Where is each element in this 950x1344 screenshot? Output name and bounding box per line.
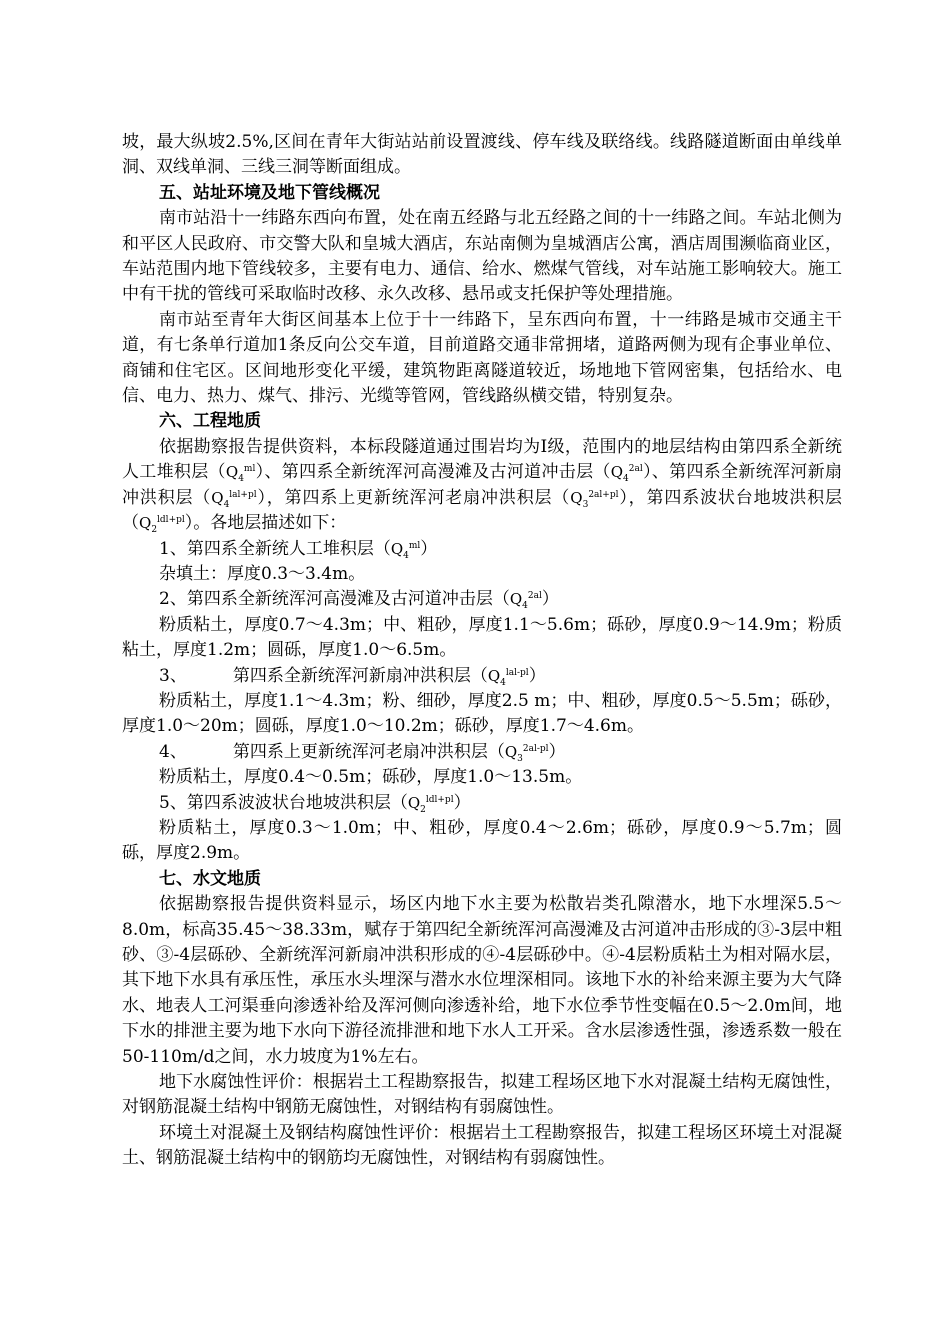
paragraph-soil-corrosion: 环境土对混凝土及钢结构腐蚀性评价：根据岩土工程勘察报告，拟建工程场区环境土对混凝土、钢筋混凝土结构中的钢筋均无腐蚀性，对钢结构有弱腐蚀性。 [122, 1122, 842, 1169]
stratum-symbol: $Q_4^{ml}$ [225, 463, 256, 485]
list-item-stratum-3: 3、 第四系全新统浑河新扇冲洪积层$(Q_4^{lal-pl})$ [159, 665, 546, 688]
paragraph-hydrogeology: 依据勘察报告提供资料显示，场区内地下水主要为松散岩类孔隙潜水，地下水埋深5.5～8.0m，标高35.45～38.33m，赋存于第四纪全新统浑河高漫滩及古河道冲击形成的③-3层中粗砂、③-4层砾砂、全新统浑河新扇冲洪积形成的④-4层砾砂中。④-4层粉质粘土为相对隔水层，其下地下水具有承压性，承压水头埋深与潜水水位埋深相同。该地下水的补给来源主要为大气降水、地表人工河渠垂向渗透补给及浑河侧向渗透补给，地下水位季节性变幅在0.5～2.0m间，地下水的排泄主要为地下水向下游径流排泄和地下水人工开采。含水层渗透性强，渗透系数一般在50-110m/d之间，水力坡度为1%左右。 [122, 894, 842, 1067]
list-item-stratum-5: 5、第四系波波状台地坡洪积层$(Q_2^{ldl+pl})$ [159, 792, 471, 815]
paragraph-line-design: 坡，最大纵坡2.5%,区间在青年大街站站前设置渡线、停车线及联络线。线路隧道断面由单线单洞、双线单洞、三线三洞等断面组成。 [122, 132, 842, 178]
stratum-symbol: $Q_4^{2al}$ [610, 463, 643, 485]
stratum-symbol: $Q_4^{ml}$ [390, 539, 421, 561]
text-run: 3、 [159, 665, 187, 686]
text-run: 5、第四系波波状台地坡洪积层（ [159, 792, 408, 813]
text-run: 2、第四系全新统浑河高漫滩及古河道冲击层（ [159, 589, 510, 610]
list-item-stratum-2-desc: 粉质粘土，厚度0.7～4.3m；中、粗砂，厚度1.1～5.6m；砾砂，厚度0.9～14.9m；粉质粘土，厚度1.2m；圆砾，厚度1.0～6.5m。 [122, 614, 842, 661]
list-item-stratum-5-desc: 粉质粘土，厚度0.3～1.0m；中、粗砂，厚度0.4～2.6m；砾砂，厚度0.9～5.7m；圆砾，厚度2.9m。 [122, 817, 842, 864]
text-run: ）、第四系全新统浑河新扇冲洪积层（ [122, 462, 842, 508]
stratum-symbol: $Q_2^{ldl+pl}$ [407, 793, 454, 815]
stratum-symbol: $Q_2^{ldl+pl}$ [139, 514, 185, 536]
list-item-stratum-2: 2、第四系全新统浑河高漫滩及古河道冲击层$(Q_4^{2al})$ [159, 589, 559, 612]
list-item-stratum-1: 1、第四系全新统人工堆积层$(Q_4^{ml})$ [159, 538, 438, 561]
list-item-stratum-4: 4、 第四系上更新统浑河老扇冲洪积层$(Q_3^{2al-pl})$ [159, 741, 566, 764]
list-item-stratum-1-desc: 杂填土：厚度0.3～3.4m。 [159, 563, 366, 584]
paragraph-geology-overview [122, 435, 842, 537]
text-run: 4、 [159, 741, 187, 762]
section-heading-5: 五、站址环境及地下管线概况 [159, 182, 380, 203]
list-item-stratum-3-desc: 粉质粘土，厚度1.1～4.3m；粉、细砂，厚度2.5 m；中、粗砂，厚度0.5～5.5m；砾砂，厚度1.0～20m；圆砾，厚度1.0～10.2m；砾砂，厚度1.7～4.6m。 [122, 690, 842, 737]
section-heading-7: 七、水文地质 [159, 868, 261, 889]
paragraph-section-environment: 南市站至青年大街区间基本上位于十一纬路下，呈东西向布置，十一纬路是城市交通主干道，有七条单行道加1条反向公交车道，目前道路交通非常拥堵，道路两侧为现有企事业单位、商铺和住宅区。区间地形变化平缓，建筑物距离隧道较近，场地地下管网密集，包括给水、电信、电力、热力、煤气、排污、光缆等管网，管线路纵横交错，特别复杂。 [122, 309, 842, 407]
text-run: 第四系全新统浑河新扇冲洪积层（ [232, 665, 488, 686]
stratum-symbol: $Q_3^{2al-pl}$ [504, 742, 549, 764]
paragraph-groundwater-corrosion: 地下水腐蚀性评价：根据岩土工程勘察报告，拟建工程场区地下水对混凝土结构无腐蚀性，对钢筋混凝土结构中钢筋无腐蚀性，对钢结构有弱腐蚀性。 [122, 1072, 842, 1118]
document-body [122, 130, 842, 1172]
text-run: ）。各地层描述如下： [184, 513, 347, 534]
stratum-symbol: $Q_4^{lal-pl}$ [487, 666, 529, 688]
text-run: 第四系上更新统浑河老扇冲洪积层（ [232, 741, 505, 762]
stratum-symbol: $Q_4^{2al}$ [509, 590, 542, 612]
list-item-stratum-4-desc: 粉质粘土，厚度0.4～0.5m；砾砂，厚度1.0～13.5m。 [159, 767, 583, 788]
text-run: 依据勘察报告提供资料，本标段隧道通过围岩均为Ⅰ级，范围内的地层结构由第四系全新统人工堆积层（ [122, 436, 842, 483]
text-run: ），第四系上更新统浑河老扇冲洪积层（ [256, 487, 571, 508]
paragraph-station-environment: 南市站沿十一纬路东西向布置，处在南五经路与北五经路之间的十一纬路之间。车站北侧为和平区人民政府、市交警大队和皇城大酒店，东站南侧为皇城酒店公寓，酒店周围濒临商业区，车站范围内地下管线较多，主要有电力、通信、给水、燃煤气管线，对车站施工影响较大。施工中有干扰的管线可采取临时改移、永久改移、悬吊或支托保护等处理措施。 [122, 208, 842, 305]
section-heading-6: 六、工程地质 [159, 411, 261, 432]
text-run: 1、第四系全新统人工堆积层（ [159, 538, 391, 559]
text-run: ），第四系波状台地坡洪积层（ [122, 487, 843, 534]
stratum-symbol: $Q_3^{2al+pl}$ [570, 488, 619, 510]
stratum-symbol: $Q_4^{lal+pl}$ [211, 488, 257, 510]
text-run: ）、第四系全新统浑河高漫滩及古河道冲击层（ [255, 462, 611, 483]
